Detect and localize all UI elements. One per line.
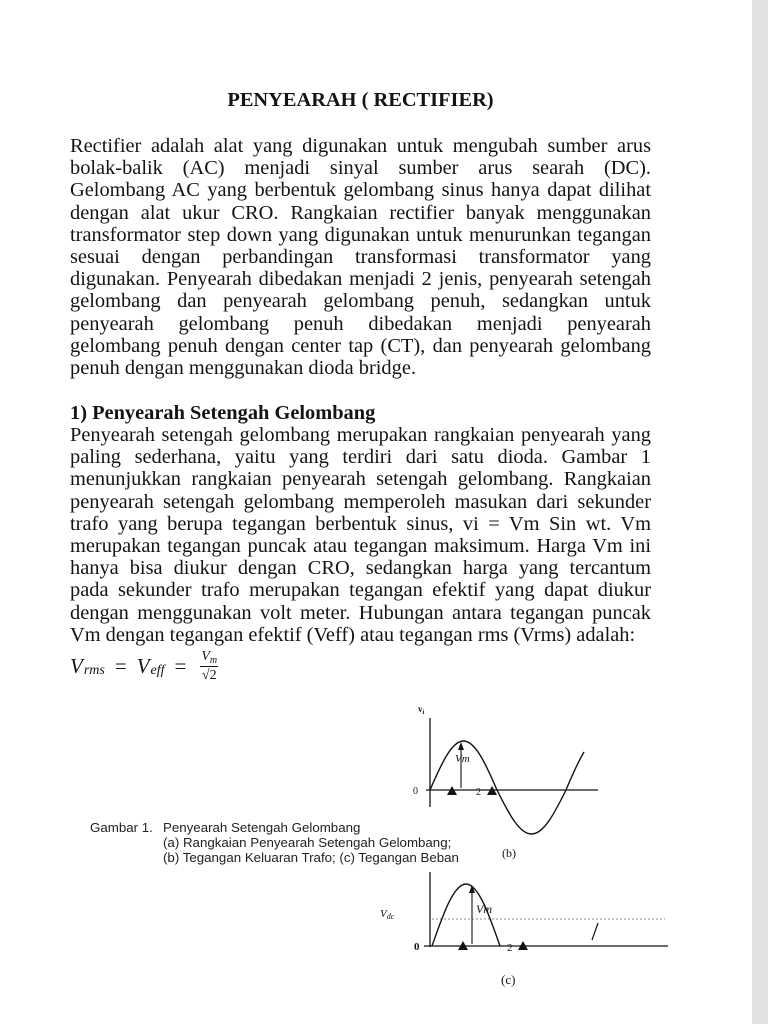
section-heading: 1) Penyearah Setengah Gelombang — [70, 402, 376, 424]
paragraph-line: trafo yang berupa tegangan berbentuk sinus, vi = Vm Sin wt. Vm — [70, 512, 651, 535]
paragraph-line: dengan menggunakan volt meter. Hubungan antara tegangan puncak — [70, 601, 651, 624]
graph-c-tick-prefix: 2 — [507, 942, 513, 954]
formula-equals: = — [174, 653, 187, 678]
paragraph-line: gelombang dan penyearah gelombang penuh, sedangkan untuk — [70, 290, 651, 313]
formula-lhs-sub: rms — [83, 663, 105, 678]
section-1-paragraph — [70, 424, 651, 646]
graph-b-sine-wave — [430, 741, 584, 834]
y-axis-label-base: v — [418, 704, 423, 714]
numerator-sub: m — [209, 654, 218, 666]
graph-c-peak-label: Vm — [476, 902, 492, 916]
paragraph-line: Vm dengan tegangan efektif (Veff) atau tegangan rms (Vrms) adalah: — [70, 623, 636, 646]
formula-equals: = — [114, 653, 127, 678]
paragraph-line: hanya bisa diukur dengan CRO, sedangkan harga yang tercantum — [70, 557, 651, 580]
graph-b-origin-label: 0 — [413, 786, 418, 797]
caption-line-a: (a) Rangkaian Penyearah Setengah Gelombang; — [163, 835, 452, 850]
graph-b-peak-label: Vm — [455, 753, 470, 765]
caption-line-bc: (b) Tegangan Keluaran Trafo; (c) Tegangan Beban — [163, 850, 459, 865]
paragraph-line: bolak-balik (AC) menjadi sinyal sumber arus searah (DC). — [70, 157, 651, 180]
figure-1-graphs — [360, 695, 690, 995]
graph-b-y-axis-label — [418, 704, 425, 716]
paragraph-line: menunjukkan rangkaian penyearah setengah gelombang. Rangkaian — [70, 468, 651, 491]
paragraph-line: penuh dengan menggunakan dioda bridge. — [70, 357, 416, 380]
paragraph-line: digunakan. Penyearah dibedakan menjadi 2 jenis, penyearah setengah — [70, 268, 651, 291]
paragraph-line: transformator step down yang digunakan untuk menurunkan tegangan — [70, 223, 651, 246]
rms-formula — [70, 647, 218, 685]
caption-number: Gambar 1. — [90, 820, 153, 835]
graph-c-load-voltage — [380, 872, 668, 987]
numerator-base: V — [201, 648, 210, 664]
dc-label-base: V — [380, 908, 387, 920]
graph-c-next-pulse-start — [592, 923, 598, 940]
intro-paragraph — [70, 135, 651, 379]
graph-b-tick-prefix: 2 — [476, 787, 481, 798]
fraction-denominator: √2 — [201, 667, 217, 683]
formula-lhs-base: V — [70, 653, 83, 678]
paragraph-line: Penyearah setengah gelombang merupakan rangkaian penyearah yang — [70, 424, 651, 446]
page-edge-shadow — [752, 0, 768, 1024]
arrow-head-icon — [458, 742, 464, 750]
paragraph-line: paling sederhana, yaitu yang terdiri dari satu dioda. Gambar 1 — [70, 446, 651, 469]
graph-b-transformer-output — [413, 704, 598, 860]
paragraph-line: penyearah setengah gelombang memperoleh masukan dari sekunder — [70, 490, 651, 513]
formula-fraction — [200, 649, 218, 684]
graph-c-dc-label — [380, 908, 395, 921]
formula-mid-sub: eff — [150, 663, 165, 678]
document-title: PENYEARAH ( RECTIFIER) — [227, 89, 494, 111]
paragraph-line: Rectifier adalah alat yang digunakan untuk mengubah sumber arus — [70, 135, 651, 157]
paragraph-line: sesuai dengan perbandingan transformasi transformator yang — [70, 246, 651, 269]
graph-c-panel-label: (c) — [501, 972, 516, 987]
paragraph-line: dengan alat ukur CRO. Rangkaian rectifier banyak menggunakan — [70, 201, 651, 224]
caption-title: Penyearah Setengah Gelombang — [163, 820, 361, 835]
fraction-numerator — [200, 649, 218, 667]
paragraph-line: gelombang penuh dengan center tap (CT), dan penyearah gelombang — [70, 334, 651, 357]
y-axis-label-sub: i — [422, 709, 425, 716]
paragraph-line: pada sekunder trafo merupakan tegangan efektif yang dapat diukur — [70, 579, 651, 602]
formula-mid-base: V — [136, 653, 150, 678]
paragraph-line: merupakan tegangan puncak atau tegangan maksimum. Harga Vm ini — [70, 535, 651, 558]
dc-label-sub: dc — [386, 912, 395, 921]
graph-b-panel-label: (b) — [502, 846, 516, 860]
paragraph-line: penyearah gelombang penuh dibedakan menjadi penyearah — [70, 312, 651, 335]
graph-c-origin-label: 0 — [414, 941, 420, 953]
paragraph-line: Gelombang AC yang berbentuk gelombang sinus hanya dapat dilihat — [70, 179, 651, 202]
